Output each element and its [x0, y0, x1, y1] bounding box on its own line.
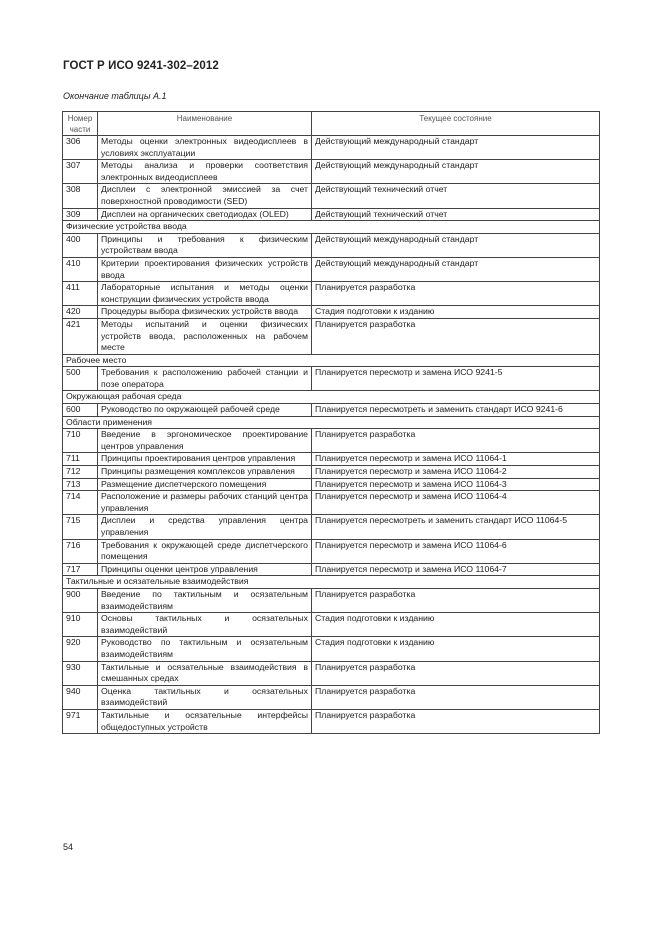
part-number: 717 — [63, 563, 98, 576]
part-status: Планируется разработка — [312, 588, 600, 612]
part-status: Планируется разработка — [312, 661, 600, 685]
part-status: Планируется пересмотр и замена ИСО 11064-4 — [312, 491, 600, 515]
group-header-row — [63, 416, 600, 429]
table-row — [63, 491, 600, 515]
table-row — [63, 613, 600, 637]
group-header-row — [63, 221, 600, 234]
part-status: Планируется разработка — [312, 709, 600, 733]
part-number: 971 — [63, 709, 98, 733]
part-number: 400 — [63, 233, 98, 257]
part-name: Тактильные и осязательные интерфейсы общедоступных устройств — [98, 709, 312, 733]
table-row — [63, 404, 600, 417]
part-number: 500 — [63, 367, 98, 391]
part-number: 420 — [63, 306, 98, 319]
table-row — [63, 136, 600, 160]
part-status: Планируется пересмотр и замена ИСО 11064-7 — [312, 563, 600, 576]
part-status: Действующий международный стандарт — [312, 160, 600, 184]
part-name: Критерии проектирования физических устройств ввода — [98, 257, 312, 281]
group-header-row — [63, 576, 600, 589]
part-status: Планируется пересмотр и замена ИСО 11064-2 — [312, 466, 600, 479]
table-row — [63, 478, 600, 491]
part-status: Планируется разработка — [312, 685, 600, 709]
table-caption: Окончание таблицы А.1 — [63, 91, 167, 101]
part-number: 309 — [63, 208, 98, 221]
part-name: Дисплеи на органических светодиодах (OLED) — [98, 208, 312, 221]
table-row — [63, 588, 600, 612]
table-row — [63, 184, 600, 208]
table-row — [63, 685, 600, 709]
part-status: Планируется разработка — [312, 318, 600, 354]
part-name: Расположение и размеры рабочих станций центра управления — [98, 491, 312, 515]
part-name: Введение в эргономическое проектирование центров управления — [98, 429, 312, 453]
group-header-row — [63, 354, 600, 367]
part-name: Тактильные и осязательные взаимодействия в смешанных средах — [98, 661, 312, 685]
part-name: Принципы проектирования центров управления — [98, 453, 312, 466]
part-number: 421 — [63, 318, 98, 354]
page-number: 54 — [63, 842, 74, 852]
table-row — [63, 637, 600, 661]
part-name: Руководство по тактильным и осязательным взаимодействиям — [98, 637, 312, 661]
part-name: Принципы размещения комплексов управления — [98, 466, 312, 479]
part-name: Процедуры выбора физических устройств ввода — [98, 306, 312, 319]
part-name: Основы тактильных и осязательных взаимодействий — [98, 613, 312, 637]
table-row — [63, 160, 600, 184]
part-status: Планируется разработка — [312, 429, 600, 453]
part-number: 910 — [63, 613, 98, 637]
part-number: 714 — [63, 491, 98, 515]
part-name: Оценка тактильных и осязательных взаимодействий — [98, 685, 312, 709]
part-number: 411 — [63, 282, 98, 306]
part-name: Принципы и требования к физическим устройствам ввода — [98, 233, 312, 257]
table-row — [63, 661, 600, 685]
part-status: Планируется пересмотреть и заменить стандарт ИСО 9241-6 — [312, 404, 600, 417]
part-number: 308 — [63, 184, 98, 208]
group-label: Рабочее место — [63, 354, 600, 367]
column-header-number: Номер части — [63, 112, 98, 136]
part-name: Размещение диспетчерского помещения — [98, 478, 312, 491]
part-name: Требования к окружающей среде диспетчерского помещения — [98, 539, 312, 563]
part-number: 715 — [63, 515, 98, 539]
group-label: Области применения — [63, 416, 600, 429]
group-label: Тактильные и осязательные взаимодействия — [63, 576, 600, 589]
part-number: 930 — [63, 661, 98, 685]
part-name: Принципы оценки центров управления — [98, 563, 312, 576]
part-number: 711 — [63, 453, 98, 466]
table-row — [63, 709, 600, 733]
table-row — [63, 257, 600, 281]
part-name: Дисплеи и средства управления центра управления — [98, 515, 312, 539]
part-name: Дисплеи с электронной эмиссией за счет поверхностной проводимости (SED) — [98, 184, 312, 208]
part-number: 307 — [63, 160, 98, 184]
table-row — [63, 282, 600, 306]
table-header-row — [63, 112, 600, 136]
part-number: 712 — [63, 466, 98, 479]
standards-table — [62, 111, 600, 734]
column-header-name: Наименование — [98, 112, 312, 136]
table-row — [63, 233, 600, 257]
group-header-row — [63, 391, 600, 404]
part-status: Действующий технический отчет — [312, 208, 600, 221]
part-status: Действующий международный стандарт — [312, 136, 600, 160]
part-name: Лабораторные испытания и методы оценки конструкции физических устройств ввода — [98, 282, 312, 306]
part-name: Требования к расположению рабочей станции и позе оператора — [98, 367, 312, 391]
part-status: Действующий технический отчет — [312, 184, 600, 208]
part-number: 940 — [63, 685, 98, 709]
table-row — [63, 453, 600, 466]
part-status: Действующий международный стандарт — [312, 257, 600, 281]
part-name: Методы испытаний и оценки физических устройств ввода, расположенных на рабочем месте — [98, 318, 312, 354]
part-status: Планируется пересмотреть и заменить стандарт ИСО 11064-5 — [312, 515, 600, 539]
part-status: Стадия подготовки к изданию — [312, 306, 600, 319]
group-label: Окружающая рабочая среда — [63, 391, 600, 404]
document-title: ГОСТ Р ИСО 9241-302–2012 — [63, 60, 219, 72]
table-row — [63, 367, 600, 391]
part-name: Введение по тактильным и осязательным взаимодействиям — [98, 588, 312, 612]
column-header-status: Текущее состояние — [312, 112, 600, 136]
part-number: 716 — [63, 539, 98, 563]
table-row — [63, 515, 600, 539]
table-row — [63, 208, 600, 221]
part-number: 410 — [63, 257, 98, 281]
table-body — [63, 136, 600, 734]
table-row — [63, 318, 600, 354]
part-number: 900 — [63, 588, 98, 612]
part-number: 920 — [63, 637, 98, 661]
group-label: Физические устройства ввода — [63, 221, 600, 234]
part-number: 713 — [63, 478, 98, 491]
part-number: 306 — [63, 136, 98, 160]
part-status: Планируется разработка — [312, 282, 600, 306]
part-status: Планируется пересмотр и замена ИСО 11064-3 — [312, 478, 600, 491]
table-row — [63, 466, 600, 479]
part-number: 710 — [63, 429, 98, 453]
part-status: Планируется пересмотр и замена ИСО 9241-5 — [312, 367, 600, 391]
part-status: Действующий международный стандарт — [312, 233, 600, 257]
part-number: 600 — [63, 404, 98, 417]
table-row — [63, 539, 600, 563]
part-status: Планируется пересмотр и замена ИСО 11064-6 — [312, 539, 600, 563]
table-row — [63, 429, 600, 453]
part-status: Планируется пересмотр и замена ИСО 11064-1 — [312, 453, 600, 466]
part-status: Стадия подготовки к изданию — [312, 613, 600, 637]
part-status: Стадия подготовки к изданию — [312, 637, 600, 661]
part-name: Методы оценки электронных видеодисплеев в условиях эксплуатации — [98, 136, 312, 160]
part-name: Методы анализа и проверки соответствия электронных видеодисплеев — [98, 160, 312, 184]
table-row — [63, 563, 600, 576]
part-name: Руководство по окружающей рабочей среде — [98, 404, 312, 417]
table-row — [63, 306, 600, 319]
